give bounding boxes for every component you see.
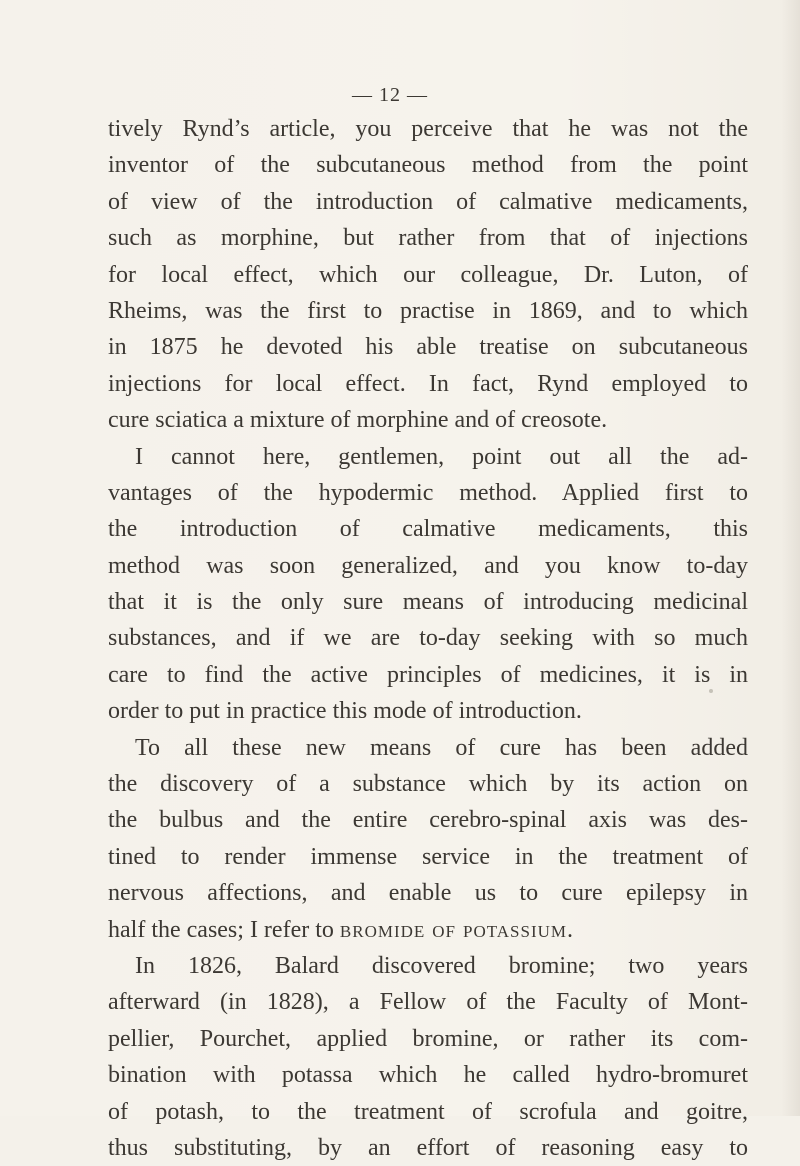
text-line: care to find the active principles of medicines, it is in bbox=[108, 661, 748, 688]
paragraph-start-line: In 1826, Balard discovered bromine; two years bbox=[135, 952, 748, 979]
text-line: afterward (in 1828), a Fellow of the Faculty of Mont- bbox=[108, 989, 748, 1016]
text-line: in 1875 he devoted his able treatise on subcutaneous bbox=[108, 334, 748, 361]
text-line: vantages of the hypodermic method. Applied first to bbox=[108, 479, 748, 506]
text-line: pellier, Pourchet, applied bromine, or rather its com- bbox=[108, 1025, 748, 1052]
text-line: the bulbus and the entire cerebro-spinal axis was des- bbox=[108, 807, 748, 834]
small-caps-term: bromide of potassium. bbox=[339, 916, 575, 943]
text-line: tively Rynd’s article, you perceive that he was not the bbox=[108, 116, 748, 142]
paragraph-start-line: I cannot here, gentlemen, point out all the ad- bbox=[135, 443, 748, 470]
text-line: such as morphine, but rather from that of injections bbox=[108, 225, 748, 252]
text-line: injections for local effect. In fact, Rynd employed to bbox=[108, 370, 748, 397]
text-line: that it is the only sure means of introducing medicinal bbox=[108, 589, 748, 616]
text-line: cure sciatica a mixture of morphine and of creosote. bbox=[108, 407, 608, 434]
text-line-with-small-caps bbox=[108, 912, 748, 948]
text-line: the introduction of calmative medicaments, this bbox=[108, 516, 748, 543]
text-line: Rheims, was the first to practise in 1869, and to which bbox=[108, 297, 748, 324]
page-edge-shadow bbox=[782, 0, 800, 1116]
text-line: tined to render immense service in the treatment of bbox=[108, 843, 748, 870]
text-line: substances, and if we are to-day seeking with so much bbox=[108, 625, 748, 652]
text-line: of potash, to the treatment of scrofula and goitre, bbox=[108, 1098, 748, 1125]
paragraph-start-line: To all these new means of cure has been added bbox=[135, 734, 748, 761]
line-text: half the cases; I refer to bbox=[108, 916, 340, 943]
text-line: bination with potassa which he called hydro-bromuret bbox=[108, 1062, 748, 1089]
text-line: method was soon generalized, and you know to-day bbox=[108, 552, 748, 579]
page-number: — 12 — bbox=[352, 84, 428, 106]
text-line: order to put in practice this mode of introduction. bbox=[108, 698, 582, 725]
text-line: inventor of the subcutaneous method from the point bbox=[108, 152, 748, 179]
text-line: the discovery of a substance which by its action on bbox=[108, 771, 748, 798]
text-line: for local effect, which our colleague, Dr. Luton, of bbox=[108, 261, 748, 288]
text-line: thus substituting, by an effort of reasoning easy to bbox=[108, 1134, 748, 1161]
body-text bbox=[108, 111, 748, 1166]
text-line: nervous affections, and enable us to cure epilepsy in bbox=[108, 880, 748, 907]
text-line: of view of the introduction of calmative medicaments, bbox=[108, 188, 748, 215]
